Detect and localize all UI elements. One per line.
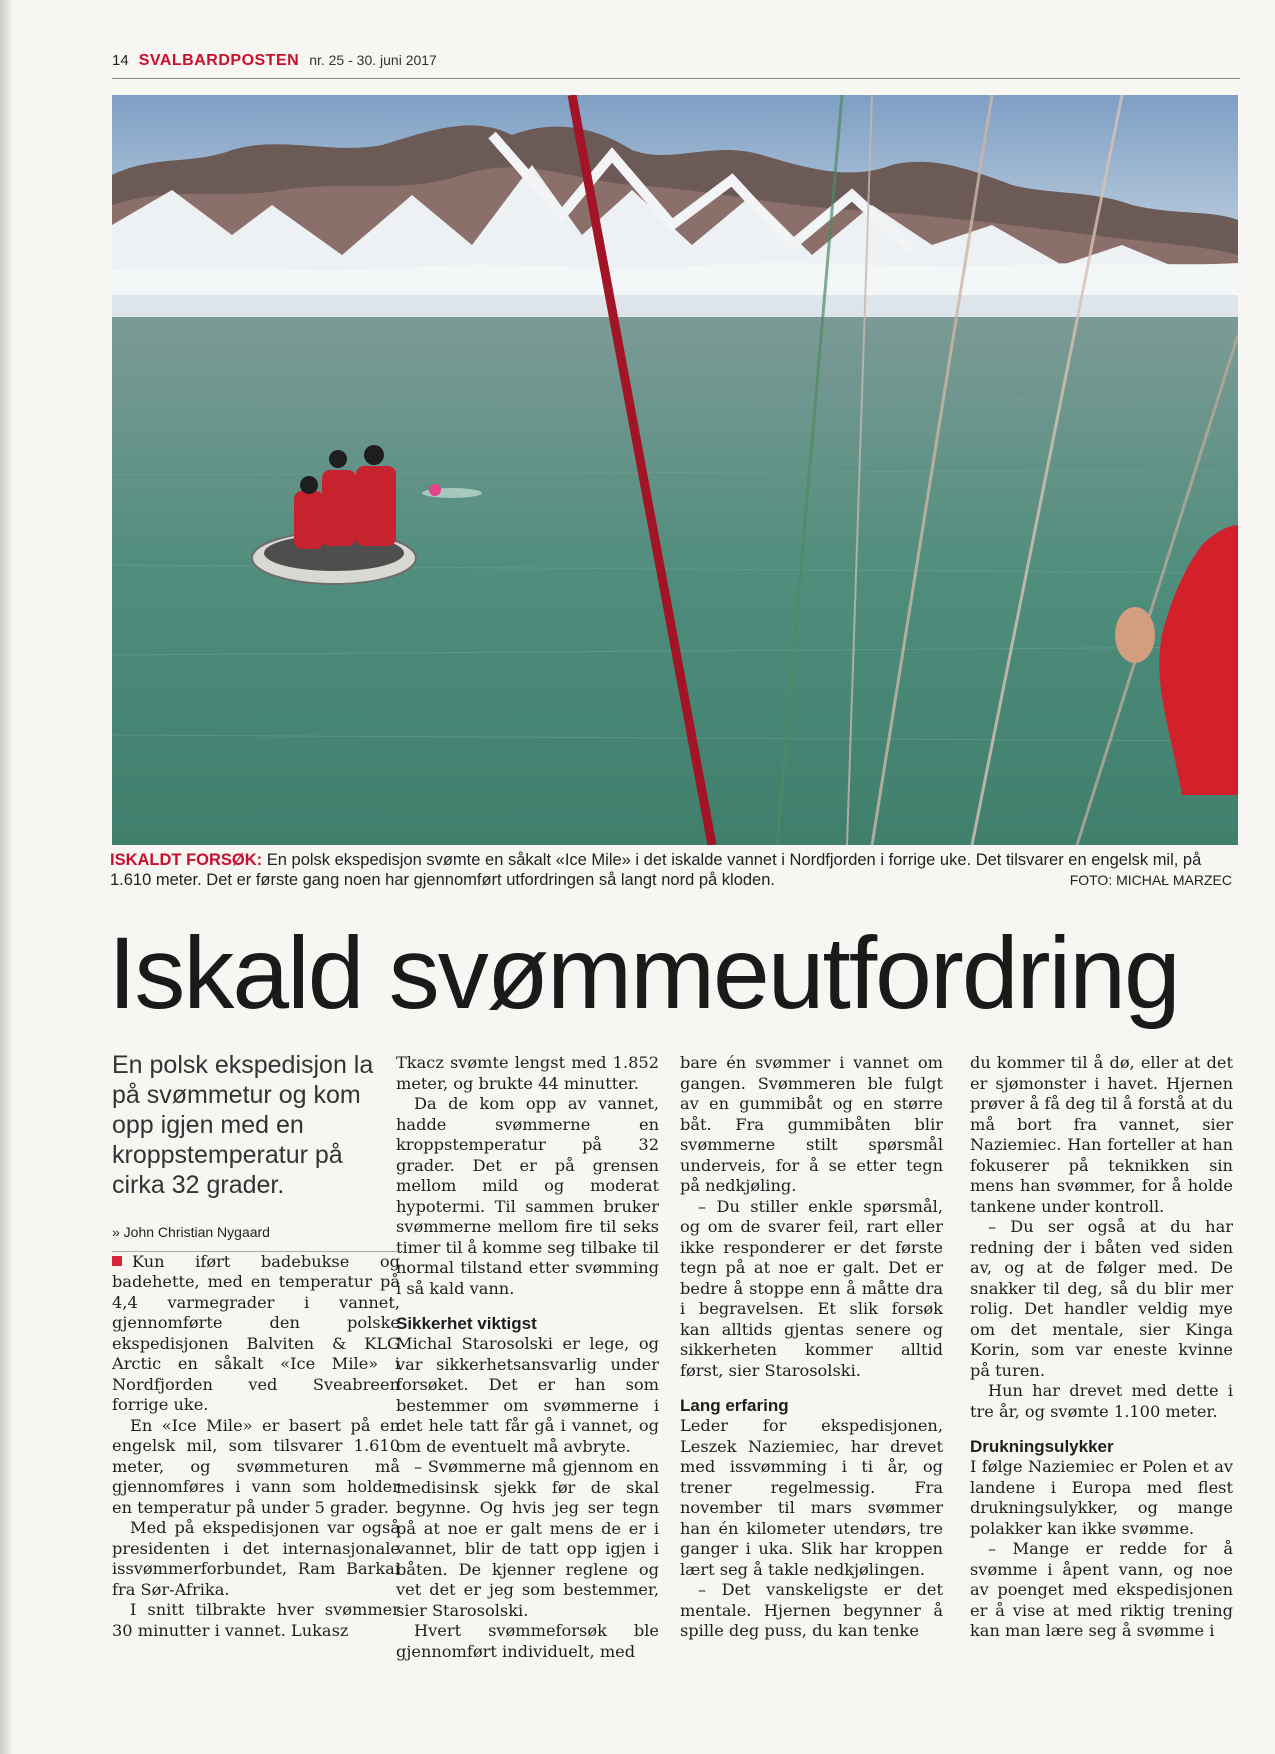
subheading: Drukningsulykker: [970, 1437, 1114, 1456]
photo-caption: [110, 850, 1240, 890]
photo-credit: FOTO: MICHAŁ MARZEC: [1069, 872, 1232, 888]
paragraph: – Du ser også at du har redning der i båten ved siden av, og at de følger med. De snakker til deg, så du blir mer rolig. Det handler veldig mye om det mentale, sier Kinga Korin, som var eneste kvinne på turen.: [970, 1217, 1233, 1380]
subheading: Lang erfaring: [680, 1396, 789, 1415]
paragraph: Med på ekspedisjonen var også presidenten i det internasjonale issvømmerforbundet, Ram Barkai fra Sør-Afrika.: [112, 1518, 400, 1599]
paragraph: – Du stiller enkle spørsmål, og om de svarer feil, rart eller ikke responderer er det første tegn på at noe er galt. Det er bedre å stoppe enn å måtte dra i begravelsen. Et slik forsøk kan alltids gjentas senere og sikkerheten kommer alltid først, sier Starosolski.: [680, 1196, 943, 1380]
subheading: Sikkerhet viktigst: [396, 1314, 537, 1333]
column-1: [112, 1050, 400, 1641]
paragraph: Kun iført badebukse og badehette, med en temperatur på 4,4 varmegrader i vannet, gjennomførte den polske ekspedisjonen Balviten & KLG Arctic en såkalt «Ice Mile» i Nordfjorden ved Sveabreen forrige uke.: [112, 1251, 400, 1414]
article-headline: Iskald svømmeutfordring: [108, 916, 1179, 1030]
newspaper-name: SVALBARDPOSTEN: [138, 52, 300, 69]
header-rule: [112, 78, 1240, 79]
byline: » John Christian Nygaard: [112, 1222, 400, 1252]
caption-text: En polsk ekspedisjon svømte en såkalt «Ice Mile» i det iskalde vannet i Nordfjorden i forrige uke. Det tilsvarer en engelsk mil, på 1.610 meter. Det er første gang noen har gjennomført utfordringen så langt nord på kloden.: [110, 851, 1202, 889]
paragraph: Tkacz svømte lengst med 1.852 meter, og brukte 44 minutter.: [396, 1053, 659, 1093]
paragraph: – Svømmerne må gjennom en medisinsk sjekk før de skal begynne. Og hvis jeg ser tegn på at noe er galt mens de er i vannet, blir de tatt opp igjen i båten. De kjenner reglene og vet det er jeg som bestemmer, sier Starosolski.: [396, 1457, 659, 1620]
paragraph: Leder for ekspedisjonen, Leszek Naziemiec, har drevet med issvømming i ti år, og trener regelmessig. Fra november til mars svømmer han én kilometer utendørs, tre ganger i uka. Slik har kroppen lært seg å takle nedkjølingen.: [680, 1416, 943, 1579]
paragraph: du kommer til å dø, eller at det er sjømonster i havet. Hjernen prøver å få deg til å forstå at du må bort fra vannet, sier Naziemiec. Han forteller at han fokuserer på teknikken sin mens han svømmer, for å holde tankene under kontroll.: [970, 1053, 1233, 1216]
column-2: [396, 1053, 659, 1662]
paragraph: Hun har drevet med dette i tre år, og svømte 1.100 meter.: [970, 1381, 1233, 1421]
page-header: [112, 52, 1240, 78]
page-edge-shadow: [0, 0, 14, 1754]
paragraph: En «Ice Mile» er basert på en engelsk mil, som tilsvarer 1.610 meter, og svømmeturen må gjennomføres i vann som holder en temperatur på under 5 grader.: [112, 1415, 400, 1517]
paragraph: bare én svømmer i vannet om gangen. Svømmeren ble fulgt av en gummibåt og en større båt. Fra gummibåten blir svømmerne stilt spørsmål underveis, for å se etter tegn på nedkjøling.: [680, 1053, 943, 1195]
caption-kicker: ISKALDT FORSØK:: [110, 851, 263, 869]
column-4: [970, 1053, 1233, 1642]
paragraph: – Mange er redde for å svømme i åpent vann, og noe av poenget med ekspedisjonen er å vise at med riktig trening kan man lære seg å svømme i: [970, 1539, 1233, 1640]
article-photo: [112, 95, 1238, 845]
page-number: 14: [112, 52, 129, 69]
paragraph: Hvert svømmeforsøk ble gjennomført individuelt, med: [396, 1621, 659, 1661]
article-lead: En polsk ekspedisjon la på svømmetur og kom opp igjen med en kroppstemperatur på cirka 32 grader.: [112, 1051, 374, 1199]
paragraph: – Det vanskeligste er det mentale. Hjernen begynner å spille deg puss, du kan tenke: [680, 1580, 943, 1640]
column-3: [680, 1053, 943, 1642]
paragraph: I følge Naziemiec er Polen et av landene i Europa med flest drukningsulykker, og mange polakker kan ikke svømme.: [970, 1457, 1233, 1538]
issue-date: nr. 25 - 30. juni 2017: [309, 52, 437, 68]
paragraph: Da de kom opp av vannet, hadde svømmerne en kroppstemperatur på 32 grader. Det er på grensen mellom mild og moderat hypotermi. Til sammen bruker svømmerne mellom fire til seks timer til å komme seg tilbake til normal tilstand etter svømming i så kald vann.: [396, 1094, 659, 1298]
paragraph: Michal Starosolski er lege, og var sikkerhetsansvarlig under forsøket. Det er han som bestemmer om svømmerne i det hele tatt får gå i vannet, og om de eventuelt må avbryte.: [396, 1334, 659, 1456]
start-marker-icon: [112, 1256, 122, 1266]
paragraph: I snitt tilbrakte hver svømmer 30 minutter i vannet. Lukasz: [112, 1600, 400, 1640]
